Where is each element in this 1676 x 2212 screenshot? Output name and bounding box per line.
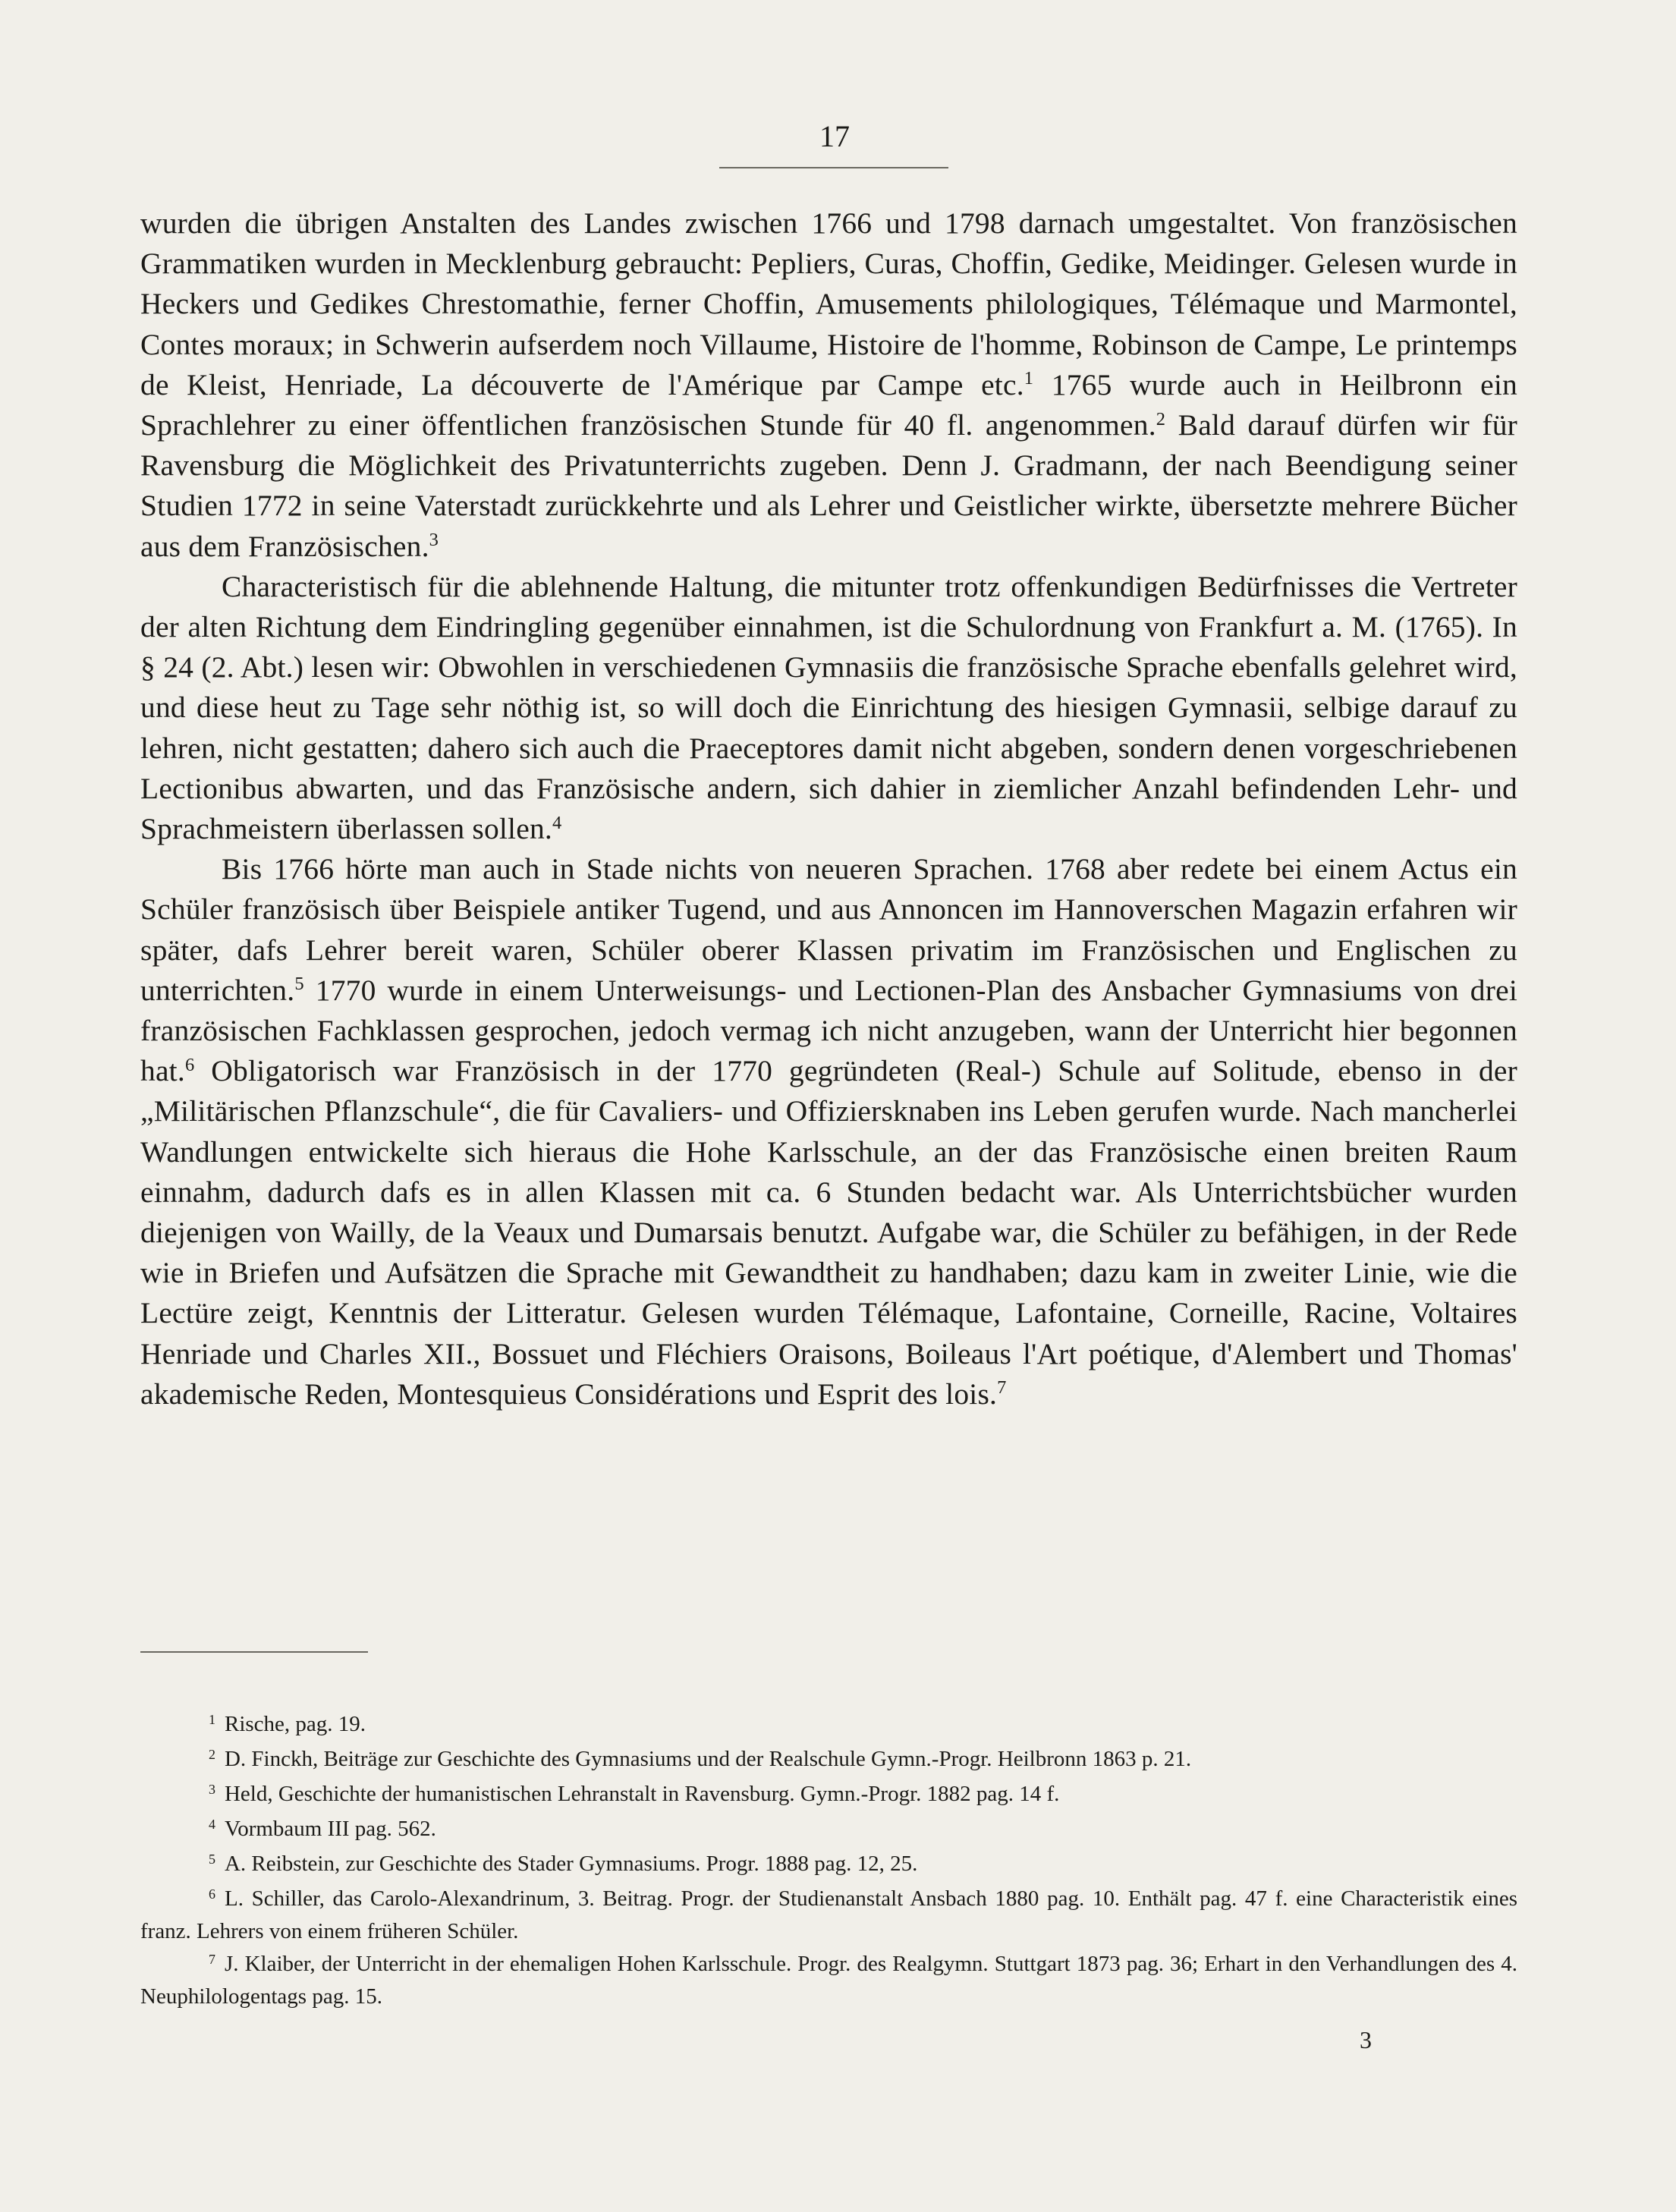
paragraph-2-text: Characteristisch für die ablehnende Haltung, die mitunter trotz offenkundigen Bedürfnisses die Vertreter der alten Richtung dem Eindringling gegenüber einnahmen, ist die Schulordnung von Frankfurt a. M. (1765). In § 24 (2. Abt.) lesen wir: Obwohlen in verschiedenen Gymnasiis die französische Sprache ebenfalls gelehret wird, und diese heut zu Tage sehr nöthig ist, so will doch die Einrichtung des hiesigen Gymnasii, selbige darauf zu lehren, nicht gestatten; dahero sich auch die Praeceptores damit nicht abgeben, sondern denen vorgeschriebenen Lectionibus abwarten, und das Französische andern, sich dahier in ziemlicher Anzahl befindenden Lehr- und Sprachmeistern überlassen sollen. bbox=[140, 569, 1517, 846]
footnote-ref-5: 5 bbox=[294, 974, 304, 995]
paragraph-1-text-a: wurden die übrigen Anstalten des Landes zwischen 1766 und 1798 darnach umgestaltet. Von französischen Grammatiken wurden in Mecklenburg gebraucht: Pepliers, Curas, Choffin, Gedike, Meidinger. Gelesen wurde in Heckers und Gedikes Chrestomathie, ferner Choffin, Amusements philologiques, Télémaque und Marmontel, Contes moraux; in Schwerin aufserdem noch Villaume, Histoire de l'homme, Robinson de Campe, Le printemps de Kleist, Henriade, La découverte de l'Amérique par Campe etc. bbox=[140, 206, 1517, 401]
footnote-text: Held, Geschichte der humanistischen Lehranstalt in Ravensburg. Gymn.-Progr. 1882 pag. 14 f. bbox=[224, 1782, 1060, 1806]
paragraph-3 bbox=[140, 849, 1517, 1414]
footnote-ref-7: 7 bbox=[997, 1377, 1007, 1399]
footnote-ref-3: 3 bbox=[429, 530, 439, 551]
footnote-ref-6: 6 bbox=[184, 1054, 195, 1075]
footnote-mark: 4 bbox=[209, 1817, 215, 1833]
footnote-text: J. Klaiber, der Unterricht in der ehemaligen Hohen Karlsschule. Progr. des Realgymn. Stuttgart 1873 pag. 36; Erhart in den Verhandlungen des 4. Neuphilologentags pag. 15. bbox=[140, 1952, 1517, 2009]
footnote-mark: 6 bbox=[209, 1886, 215, 1902]
footnote-mark: 1 bbox=[209, 1712, 215, 1728]
paragraph-1-text-b: 1765 wurde auch in Heilbronn ein Sprachlehrer zu einer öffentlichen französischen Stunde für 40 fl. angenommen. bbox=[140, 367, 1518, 442]
footnote bbox=[140, 1709, 1517, 1742]
paragraph-3-text-b: 1770 wurde in einem Unterweisungs- und Lectionen-Plan des Ansbacher Gymnasiums von drei französischen Fachklassen gesprochen, jedoch vermag ich nicht anzugeben, wann der Unterricht hier begonnen hat. bbox=[140, 973, 1517, 1088]
header-rule bbox=[719, 167, 948, 168]
paragraph-3-text-c: Obligatorisch war Französisch in der 1770 gegründeten (Real-) Schule auf Solitude, ebenso in der „Militärischen Pflanzschule“, die für Cavaliers- und Offiziersknaben ins Leben gerufen wurde. Nach mancherlei Wandlungen entwickelte sich hieraus die Hohe Karlsschule, an der das Französische einen breiten Raum einnahm, dadurch dafs es in allen Klassen mit ca. 6 Stunden bedacht war. Als Unterrichtsbücher wurden diejenigen von Wailly, de la Veaux und Dumarsais benutzt. Aufgabe war, die Schüler zu befähigen, in der Rede wie in Briefen und Aufsätzen die Sprache mit Gewandtheit zu handhaben; dazu kam in zweiter Linie, wie die Lectüre zeigt, Kenntnis der Litteratur. Gelesen wurden Télémaque, Lafontaine, Corneille, Racine, Voltaires Henriade und Charles XII., Bossuet und Fléchiers Oraisons, Boileaus l'Art poétique, d'Alembert und Thomas' akademische Reden, Montesquieus Considérations und Esprit des lois. bbox=[140, 1054, 1517, 1411]
footnote bbox=[140, 1744, 1517, 1776]
footnote-mark: 5 bbox=[209, 1852, 215, 1867]
footnote-mark: 7 bbox=[209, 1952, 215, 1968]
body-text bbox=[140, 203, 1517, 1414]
footnote bbox=[140, 1883, 1517, 1946]
paragraph-3-text-a: Bis 1766 hörte man auch in Stade nichts von neueren Sprachen. 1768 aber redete bei einem Actus ein Schüler französisch über Beispiele antiker Tugend, und aus Annoncen im Hannoverschen Magazin erfahren wir später, dafs Lehrer bereit waren, Schüler oberer Klassen privatim im Französischen und Englischen zu unterrichten. bbox=[140, 852, 1517, 1007]
footnote bbox=[140, 1849, 1517, 1881]
footnote-text: L. Schiller, das Carolo-Alexandrinum, 3. Beitrag. Progr. der Studienanstalt Ansbach 1880 pag. 10. Enthält pag. 47 f. eine Characteristik eines franz. Lehrers von einem früheren Schüler. bbox=[140, 1886, 1517, 1943]
paragraph-1-text-c: Bald darauf dürfen wir für Ravensburg die Möglichkeit des Privatunterrichts zugeben. Denn J. Gradmann, der nach Beendigung seiner Studien 1772 in seine Vaterstadt zurückkehrte und als Lehrer und Geistlicher wirkte, übersetzte mehrere Bücher aus dem Französischen. bbox=[140, 408, 1517, 563]
signature-mark: 3 bbox=[1360, 2026, 1372, 2053]
footnote-text: A. Reibstein, zur Geschichte des Stader Gymnasiums. Progr. 1888 pag. 12, 25. bbox=[224, 1852, 918, 1876]
footnotes bbox=[140, 1709, 1517, 2014]
footnote-ref-4: 4 bbox=[552, 812, 562, 833]
page-number: 17 bbox=[819, 119, 850, 153]
footnote bbox=[140, 1779, 1517, 1811]
footnote-text: D. Finckh, Beiträge zur Geschichte des Gymnasiums und der Realschule Gymn.-Progr. Heilbronn 1863 p. 21. bbox=[224, 1747, 1192, 1771]
footnote bbox=[140, 1814, 1517, 1846]
footnote-mark: 2 bbox=[209, 1747, 215, 1763]
footnote-rule bbox=[140, 1651, 368, 1653]
footnote-text: Vormbaum III pag. 562. bbox=[224, 1817, 436, 1841]
footnote-ref-2: 2 bbox=[1156, 408, 1166, 429]
paragraph-2 bbox=[140, 567, 1517, 849]
footnote-text: Rische, pag. 19. bbox=[224, 1712, 366, 1736]
paragraph-1 bbox=[140, 203, 1517, 567]
footnote-ref-1: 1 bbox=[1024, 368, 1034, 389]
footnote bbox=[140, 1949, 1517, 2012]
footnote-mark: 3 bbox=[209, 1782, 215, 1798]
